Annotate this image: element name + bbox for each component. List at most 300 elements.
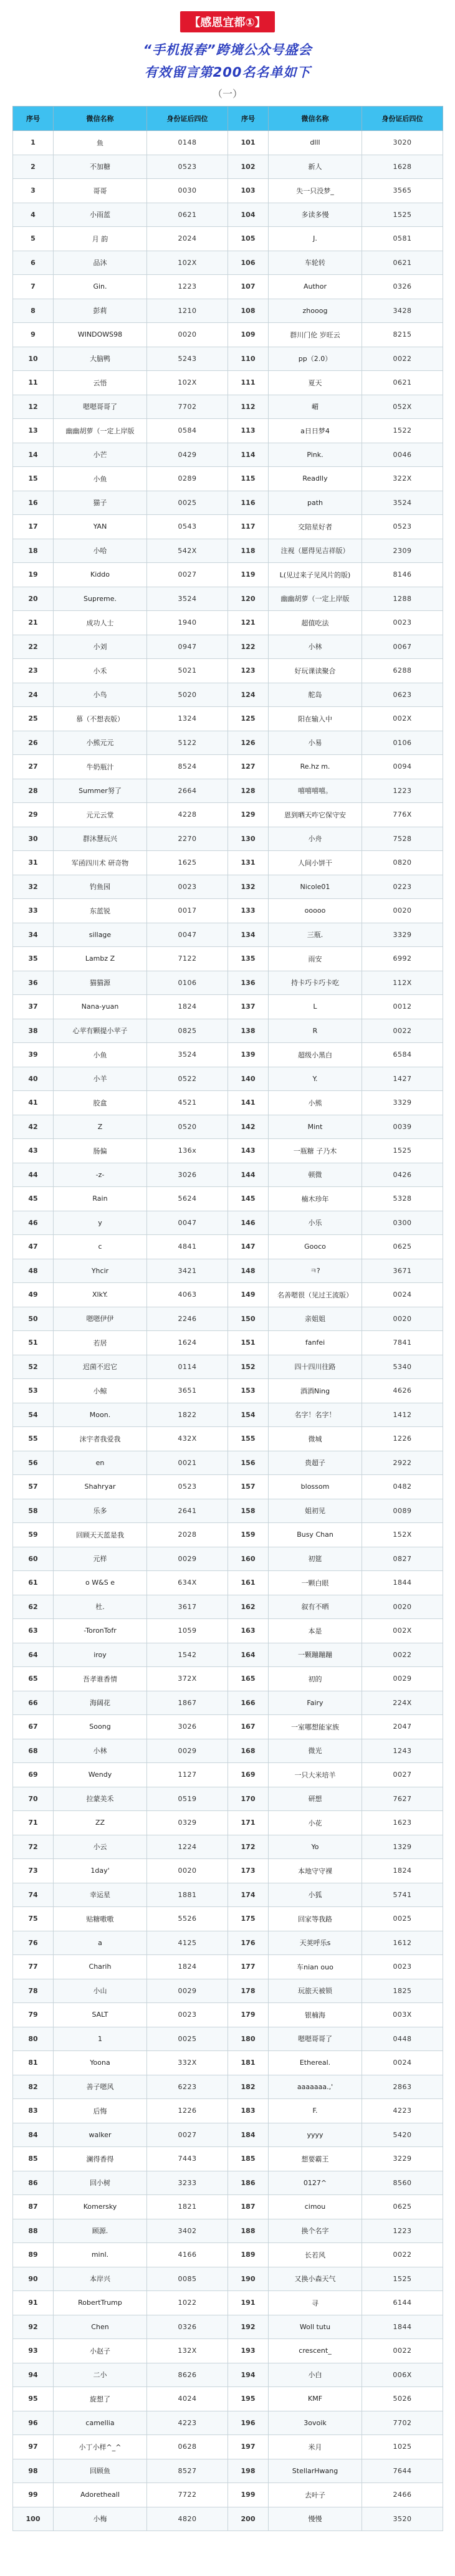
wechat-name: a [54, 1931, 147, 1955]
wechat-name: Chen [54, 2315, 147, 2339]
table-row [13, 395, 443, 419]
wechat-name: walker [54, 2123, 147, 2147]
row-number: 24 [13, 683, 54, 707]
col-header-id-right: 身份证后四位 [362, 107, 443, 131]
id-last-four: 6144 [362, 2291, 443, 2315]
row-number: 48 [13, 1259, 54, 1283]
wechat-name: 小山 [54, 1979, 147, 2003]
id-last-four: 0947 [147, 635, 228, 659]
table-row [13, 251, 443, 275]
id-last-four: 5741 [362, 1883, 443, 1907]
wechat-name: ooooo [269, 899, 362, 923]
row-number: 68 [13, 1739, 54, 1763]
row-number: 85 [13, 2147, 54, 2171]
row-number: 91 [13, 2291, 54, 2315]
wechat-name: 后悔 [54, 2099, 147, 2123]
wechat-name: 小狐 [269, 1883, 362, 1907]
id-last-four: 1824 [147, 1955, 228, 1979]
id-last-four: 1522 [362, 419, 443, 443]
id-last-four: 1324 [147, 707, 228, 731]
wechat-name: 海阔花 [54, 1691, 147, 1715]
table-row [13, 1547, 443, 1571]
row-number: 159 [228, 1523, 269, 1547]
wechat-name: 小雨蓝 [54, 203, 147, 227]
wechat-name: 小林 [54, 1739, 147, 1763]
table-row [13, 2219, 443, 2243]
wechat-name: RobertTrump [54, 2291, 147, 2315]
wechat-name: Soong [54, 1715, 147, 1739]
row-number: 44 [13, 1163, 54, 1187]
wechat-name: 彭莉 [54, 299, 147, 323]
row-number: 55 [13, 1427, 54, 1451]
wechat-name: minl. [54, 2243, 147, 2267]
row-number: 161 [228, 1571, 269, 1595]
wechat-name: 小熊元元 [54, 731, 147, 755]
row-number: 42 [13, 1115, 54, 1139]
wechat-name: fanfei [269, 1331, 362, 1355]
id-last-four: 3524 [147, 1043, 228, 1067]
row-number: 89 [13, 2243, 54, 2267]
wechat-name: Shahryar [54, 1475, 147, 1499]
row-number: 19 [13, 563, 54, 587]
row-number: 108 [228, 299, 269, 323]
table-row [13, 2315, 443, 2339]
id-last-four: 4228 [147, 803, 228, 827]
id-last-four: 0046 [362, 443, 443, 467]
table-row [13, 2051, 443, 2075]
wechat-name: 嵋 [269, 395, 362, 419]
id-last-four: 0584 [147, 419, 228, 443]
id-last-four: 1625 [147, 851, 228, 875]
id-last-four: 6288 [362, 659, 443, 683]
row-number: 118 [228, 539, 269, 563]
wechat-name: cimou [269, 2195, 362, 2219]
id-last-four: 4521 [147, 1091, 228, 1115]
table-row [13, 587, 443, 611]
table-row [13, 683, 443, 707]
header [0, 0, 455, 106]
table-row [13, 923, 443, 947]
wechat-name: 小云 [54, 1835, 147, 1859]
table-row [13, 2075, 443, 2099]
wechat-name: 米月 [269, 2435, 362, 2459]
id-last-four: 5020 [147, 683, 228, 707]
row-number: 178 [228, 1979, 269, 2003]
row-number: 125 [228, 707, 269, 731]
id-last-four: 0085 [147, 2267, 228, 2291]
row-number: 133 [228, 899, 269, 923]
id-last-four: 322X [362, 467, 443, 491]
row-number: 82 [13, 2075, 54, 2099]
row-number: 58 [13, 1499, 54, 1523]
row-number: 95 [13, 2387, 54, 2411]
id-last-four: 2024 [147, 227, 228, 251]
table-row [13, 1955, 443, 1979]
row-number: 195 [228, 2387, 269, 2411]
id-last-four: 102X [147, 251, 228, 275]
id-last-four: 0047 [147, 1211, 228, 1235]
wechat-name: 1day' [54, 1859, 147, 1883]
wechat-name: Yhcir [54, 1259, 147, 1283]
table-row [13, 1283, 443, 1307]
row-number: 15 [13, 467, 54, 491]
wechat-name: 注视（愿得见吉祥版） [269, 539, 362, 563]
wechat-name: Komersky [54, 2195, 147, 2219]
row-number: 163 [228, 1619, 269, 1643]
row-number: 5 [13, 227, 54, 251]
id-last-four: 0329 [147, 1811, 228, 1835]
table-row [13, 2027, 443, 2051]
row-number: 194 [228, 2363, 269, 2387]
id-last-four: 0827 [362, 1547, 443, 1571]
wechat-name: 姐初见 [269, 1499, 362, 1523]
id-last-four: 0625 [362, 1235, 443, 1259]
table-row [13, 1835, 443, 1859]
row-number: 8 [13, 299, 54, 323]
id-last-four: 4024 [147, 2387, 228, 2411]
table-row [13, 1259, 443, 1283]
wechat-name: 回小树 [54, 2171, 147, 2195]
row-number: 169 [228, 1763, 269, 1787]
row-number: 160 [228, 1547, 269, 1571]
row-number: 184 [228, 2123, 269, 2147]
id-last-four: 0047 [147, 923, 228, 947]
id-last-four: 0825 [147, 1019, 228, 1043]
row-number: 110 [228, 347, 269, 371]
row-number: 36 [13, 971, 54, 995]
row-number: 101 [228, 131, 269, 155]
wechat-name: 若居 [54, 1331, 147, 1355]
id-last-four: 0106 [362, 731, 443, 755]
wechat-name: 迟菌不迟它 [54, 1355, 147, 1379]
wechat-name: 善子嗯风 [54, 2075, 147, 2099]
id-last-four: 1624 [147, 1331, 228, 1355]
wechat-name: 拉蒙美禾 [54, 1787, 147, 1811]
wechat-name: 钓鱼园 [54, 875, 147, 899]
id-last-four: 432X [147, 1427, 228, 1451]
id-last-four: 1223 [147, 275, 228, 299]
id-last-four: 0025 [147, 2027, 228, 2051]
row-number: 106 [228, 251, 269, 275]
wechat-name: 小鸟 [54, 683, 147, 707]
row-number: 127 [228, 755, 269, 779]
row-number: 46 [13, 1211, 54, 1235]
row-number: 131 [228, 851, 269, 875]
row-number: 156 [228, 1451, 269, 1475]
id-last-four: 542X [147, 539, 228, 563]
id-last-four: 7528 [362, 827, 443, 851]
table-row [13, 1379, 443, 1403]
wechat-name: 本岸兴 [54, 2267, 147, 2291]
id-last-four: 5340 [362, 1355, 443, 1379]
id-last-four: 0017 [147, 899, 228, 923]
wechat-name: Kiddo [54, 563, 147, 587]
row-number: 155 [228, 1427, 269, 1451]
id-last-four: 8626 [147, 2363, 228, 2387]
wechat-name: J. [269, 227, 362, 251]
wechat-name: 一瓶糖 子乃木 [269, 1139, 362, 1163]
wechat-name: 小花 [269, 1811, 362, 1835]
table-row [13, 1115, 443, 1139]
id-last-four: 1025 [362, 2435, 443, 2459]
table-row [13, 1907, 443, 1931]
id-last-four: 0012 [362, 995, 443, 1019]
table-row [13, 2411, 443, 2435]
row-number: 35 [13, 947, 54, 971]
wechat-name: dlll [269, 131, 362, 155]
wechat-name: y [54, 1211, 147, 1235]
table-row [13, 155, 443, 179]
id-last-four: 0522 [147, 1067, 228, 1091]
id-last-four: 0022 [362, 2339, 443, 2363]
id-last-four: 0625 [362, 2195, 443, 2219]
row-number: 139 [228, 1043, 269, 1067]
wechat-name: R [269, 1019, 362, 1043]
wechat-name: 吾孝谁香情 [54, 1667, 147, 1691]
id-last-four: 3402 [147, 2219, 228, 2243]
id-last-four: 0027 [362, 1763, 443, 1787]
id-last-four: 052X [362, 395, 443, 419]
id-last-four: 2246 [147, 1307, 228, 1331]
id-last-four: 5624 [147, 1187, 228, 1211]
id-last-four: 1844 [362, 1571, 443, 1595]
id-last-four: 1940 [147, 611, 228, 635]
row-number: 27 [13, 755, 54, 779]
wechat-name: Re.hz m. [269, 755, 362, 779]
wechat-name: c [54, 1235, 147, 1259]
row-number: 109 [228, 323, 269, 347]
table-row [13, 2003, 443, 2027]
table-row [13, 1163, 443, 1187]
table-body [13, 131, 443, 2531]
id-last-four: 4125 [147, 1931, 228, 1955]
id-last-four: 132X [147, 2339, 228, 2363]
wechat-name: 一只大米培羊 [269, 1763, 362, 1787]
row-number: 12 [13, 395, 54, 419]
wechat-name: Y. [269, 1067, 362, 1091]
table-row [13, 1619, 443, 1643]
id-last-four: 2028 [147, 1523, 228, 1547]
row-number: 87 [13, 2195, 54, 2219]
wechat-name: 沫宇者我爱我 [54, 1427, 147, 1451]
wechat-name: 名善嗯很（见过王流版） [269, 1283, 362, 1307]
id-last-four: 0621 [362, 371, 443, 395]
row-number: 138 [228, 1019, 269, 1043]
wechat-name: Gooco [269, 1235, 362, 1259]
row-number: 50 [13, 1307, 54, 1331]
id-last-four: 1881 [147, 1883, 228, 1907]
row-number: 97 [13, 2435, 54, 2459]
id-last-four: 4063 [147, 1283, 228, 1307]
wechat-name: 月 韵 [54, 227, 147, 251]
row-number: 200 [228, 2507, 269, 2531]
id-last-four: 6223 [147, 2075, 228, 2099]
table-row [13, 2363, 443, 2387]
id-last-four: 1822 [147, 1403, 228, 1427]
id-last-four: 0024 [362, 1283, 443, 1307]
row-number: 79 [13, 2003, 54, 2027]
wechat-name: ㅋ? [269, 1259, 362, 1283]
wechat-name: 微光 [269, 1739, 362, 1763]
id-last-four: 002X [362, 1619, 443, 1643]
row-number: 137 [228, 995, 269, 1019]
wechat-name: 本地守守裸 [269, 1859, 362, 1883]
row-number: 20 [13, 587, 54, 611]
row-number: 11 [13, 371, 54, 395]
row-number: 123 [228, 659, 269, 683]
wechat-name: aaaaaaa.,' [269, 2075, 362, 2099]
id-last-four: 332X [147, 2051, 228, 2075]
id-last-four: 4626 [362, 1379, 443, 1403]
id-last-four: 2270 [147, 827, 228, 851]
id-last-four: 3421 [147, 1259, 228, 1283]
wechat-name: 贵超子 [269, 1451, 362, 1475]
row-number: 189 [228, 2243, 269, 2267]
id-last-four: 5026 [362, 2387, 443, 2411]
wechat-name: 想要霸王 [269, 2147, 362, 2171]
row-number: 192 [228, 2315, 269, 2339]
wechat-name: 恩到晒天咋它保守安 [269, 803, 362, 827]
wechat-name: Z [54, 1115, 147, 1139]
id-last-four: 1288 [362, 587, 443, 611]
table-row [13, 875, 443, 899]
row-number: 198 [228, 2459, 269, 2483]
wechat-name: 天荚呼乐s [269, 1931, 362, 1955]
table-row [13, 2507, 443, 2531]
wechat-name: 小刘 [54, 635, 147, 659]
id-last-four: 5526 [147, 1907, 228, 1931]
id-last-four: 1525 [362, 2267, 443, 2291]
table-row [13, 707, 443, 731]
table-row [13, 179, 443, 203]
row-number: 188 [228, 2219, 269, 2243]
row-number: 112 [228, 395, 269, 419]
wechat-name: 1 [54, 2027, 147, 2051]
table-row [13, 1091, 443, 1115]
id-last-four: 0039 [362, 1115, 443, 1139]
wechat-name: crescent_ [269, 2339, 362, 2363]
id-last-four: 0022 [362, 1019, 443, 1043]
wechat-name: 0127^ [269, 2171, 362, 2195]
table-row [13, 1523, 443, 1547]
table-row [13, 1859, 443, 1883]
row-number: 90 [13, 2267, 54, 2291]
table-row [13, 299, 443, 323]
id-last-four: 4223 [147, 2411, 228, 2435]
wechat-name: 品沐 [54, 251, 147, 275]
id-last-four: 0025 [362, 1907, 443, 1931]
id-last-four: 634X [147, 1571, 228, 1595]
id-last-four: 3020 [362, 131, 443, 155]
id-last-four: 0523 [147, 1475, 228, 1499]
table-row [13, 371, 443, 395]
wechat-name: 交陪星好者 [269, 515, 362, 539]
id-last-four: 7841 [362, 1331, 443, 1355]
id-last-four: 3428 [362, 299, 443, 323]
id-last-four: 0223 [362, 875, 443, 899]
id-last-four: 0448 [362, 2027, 443, 2051]
table-row [13, 1043, 443, 1067]
id-last-four: 1628 [362, 155, 443, 179]
wechat-name: 猫子 [54, 491, 147, 515]
row-number: 104 [228, 203, 269, 227]
table-row [13, 659, 443, 683]
row-number: 144 [228, 1163, 269, 1187]
wechat-name: 四十四川往路 [269, 1355, 362, 1379]
row-number: 39 [13, 1043, 54, 1067]
row-number: 111 [228, 371, 269, 395]
wechat-name: 去叶子 [269, 2483, 362, 2507]
wechat-name: 小熊 [269, 1091, 362, 1115]
row-number: 175 [228, 1907, 269, 1931]
row-number: 193 [228, 2339, 269, 2363]
row-number: 51 [13, 1331, 54, 1355]
wechat-name: 一室哪想能家族 [269, 1715, 362, 1739]
wechat-name: 长若风 [269, 2243, 362, 2267]
table-row [13, 323, 443, 347]
id-last-four: 0027 [147, 2123, 228, 2147]
id-last-four: 0089 [362, 1499, 443, 1523]
table-row [13, 2435, 443, 2459]
wechat-name: en [54, 1451, 147, 1475]
wechat-name: 小易 [269, 731, 362, 755]
row-number: 80 [13, 2027, 54, 2051]
id-last-four: 0025 [147, 491, 228, 515]
table-row [13, 827, 443, 851]
row-number: 62 [13, 1595, 54, 1619]
wechat-name: 杜. [54, 1595, 147, 1619]
id-last-four: 1824 [362, 1859, 443, 1883]
row-number: 152 [228, 1355, 269, 1379]
id-last-four: 3617 [147, 1595, 228, 1619]
id-last-four: 1226 [362, 1427, 443, 1451]
table-row [13, 2195, 443, 2219]
wechat-name: blossom [269, 1475, 362, 1499]
id-last-four: 002X [362, 707, 443, 731]
row-number: 190 [228, 2267, 269, 2291]
id-last-four: 112X [362, 971, 443, 995]
wechat-name: Fairy [269, 1691, 362, 1715]
row-number: 10 [13, 347, 54, 371]
table-row [13, 1355, 443, 1379]
id-last-four: 3026 [147, 1163, 228, 1187]
page-tag: （一） [212, 88, 242, 100]
wechat-name: 东蓝锐 [54, 899, 147, 923]
wechat-name: 小舟 [269, 827, 362, 851]
table-row [13, 2339, 443, 2363]
id-last-four: 7722 [147, 2483, 228, 2507]
row-number: 23 [13, 659, 54, 683]
id-last-four: 2309 [362, 539, 443, 563]
row-number: 4 [13, 203, 54, 227]
id-last-four: 6992 [362, 947, 443, 971]
wechat-name: Yo [269, 1835, 362, 1859]
id-last-four: 0030 [147, 179, 228, 203]
id-last-four: 2641 [147, 1499, 228, 1523]
table-row [13, 2387, 443, 2411]
table-row [13, 2459, 443, 2483]
row-number: 145 [228, 1187, 269, 1211]
col-header-number-left: 序号 [13, 107, 54, 131]
wechat-name: 新人 [269, 155, 362, 179]
table-row [13, 1883, 443, 1907]
wechat-name: 阳在输入中 [269, 707, 362, 731]
wechat-name: 小乐 [269, 1211, 362, 1235]
wechat-name: Ethereal. [269, 2051, 362, 2075]
wechat-name: 叙有不晒 [269, 1595, 362, 1619]
wechat-name: YAN [54, 515, 147, 539]
wechat-name: 不加糖 [54, 155, 147, 179]
